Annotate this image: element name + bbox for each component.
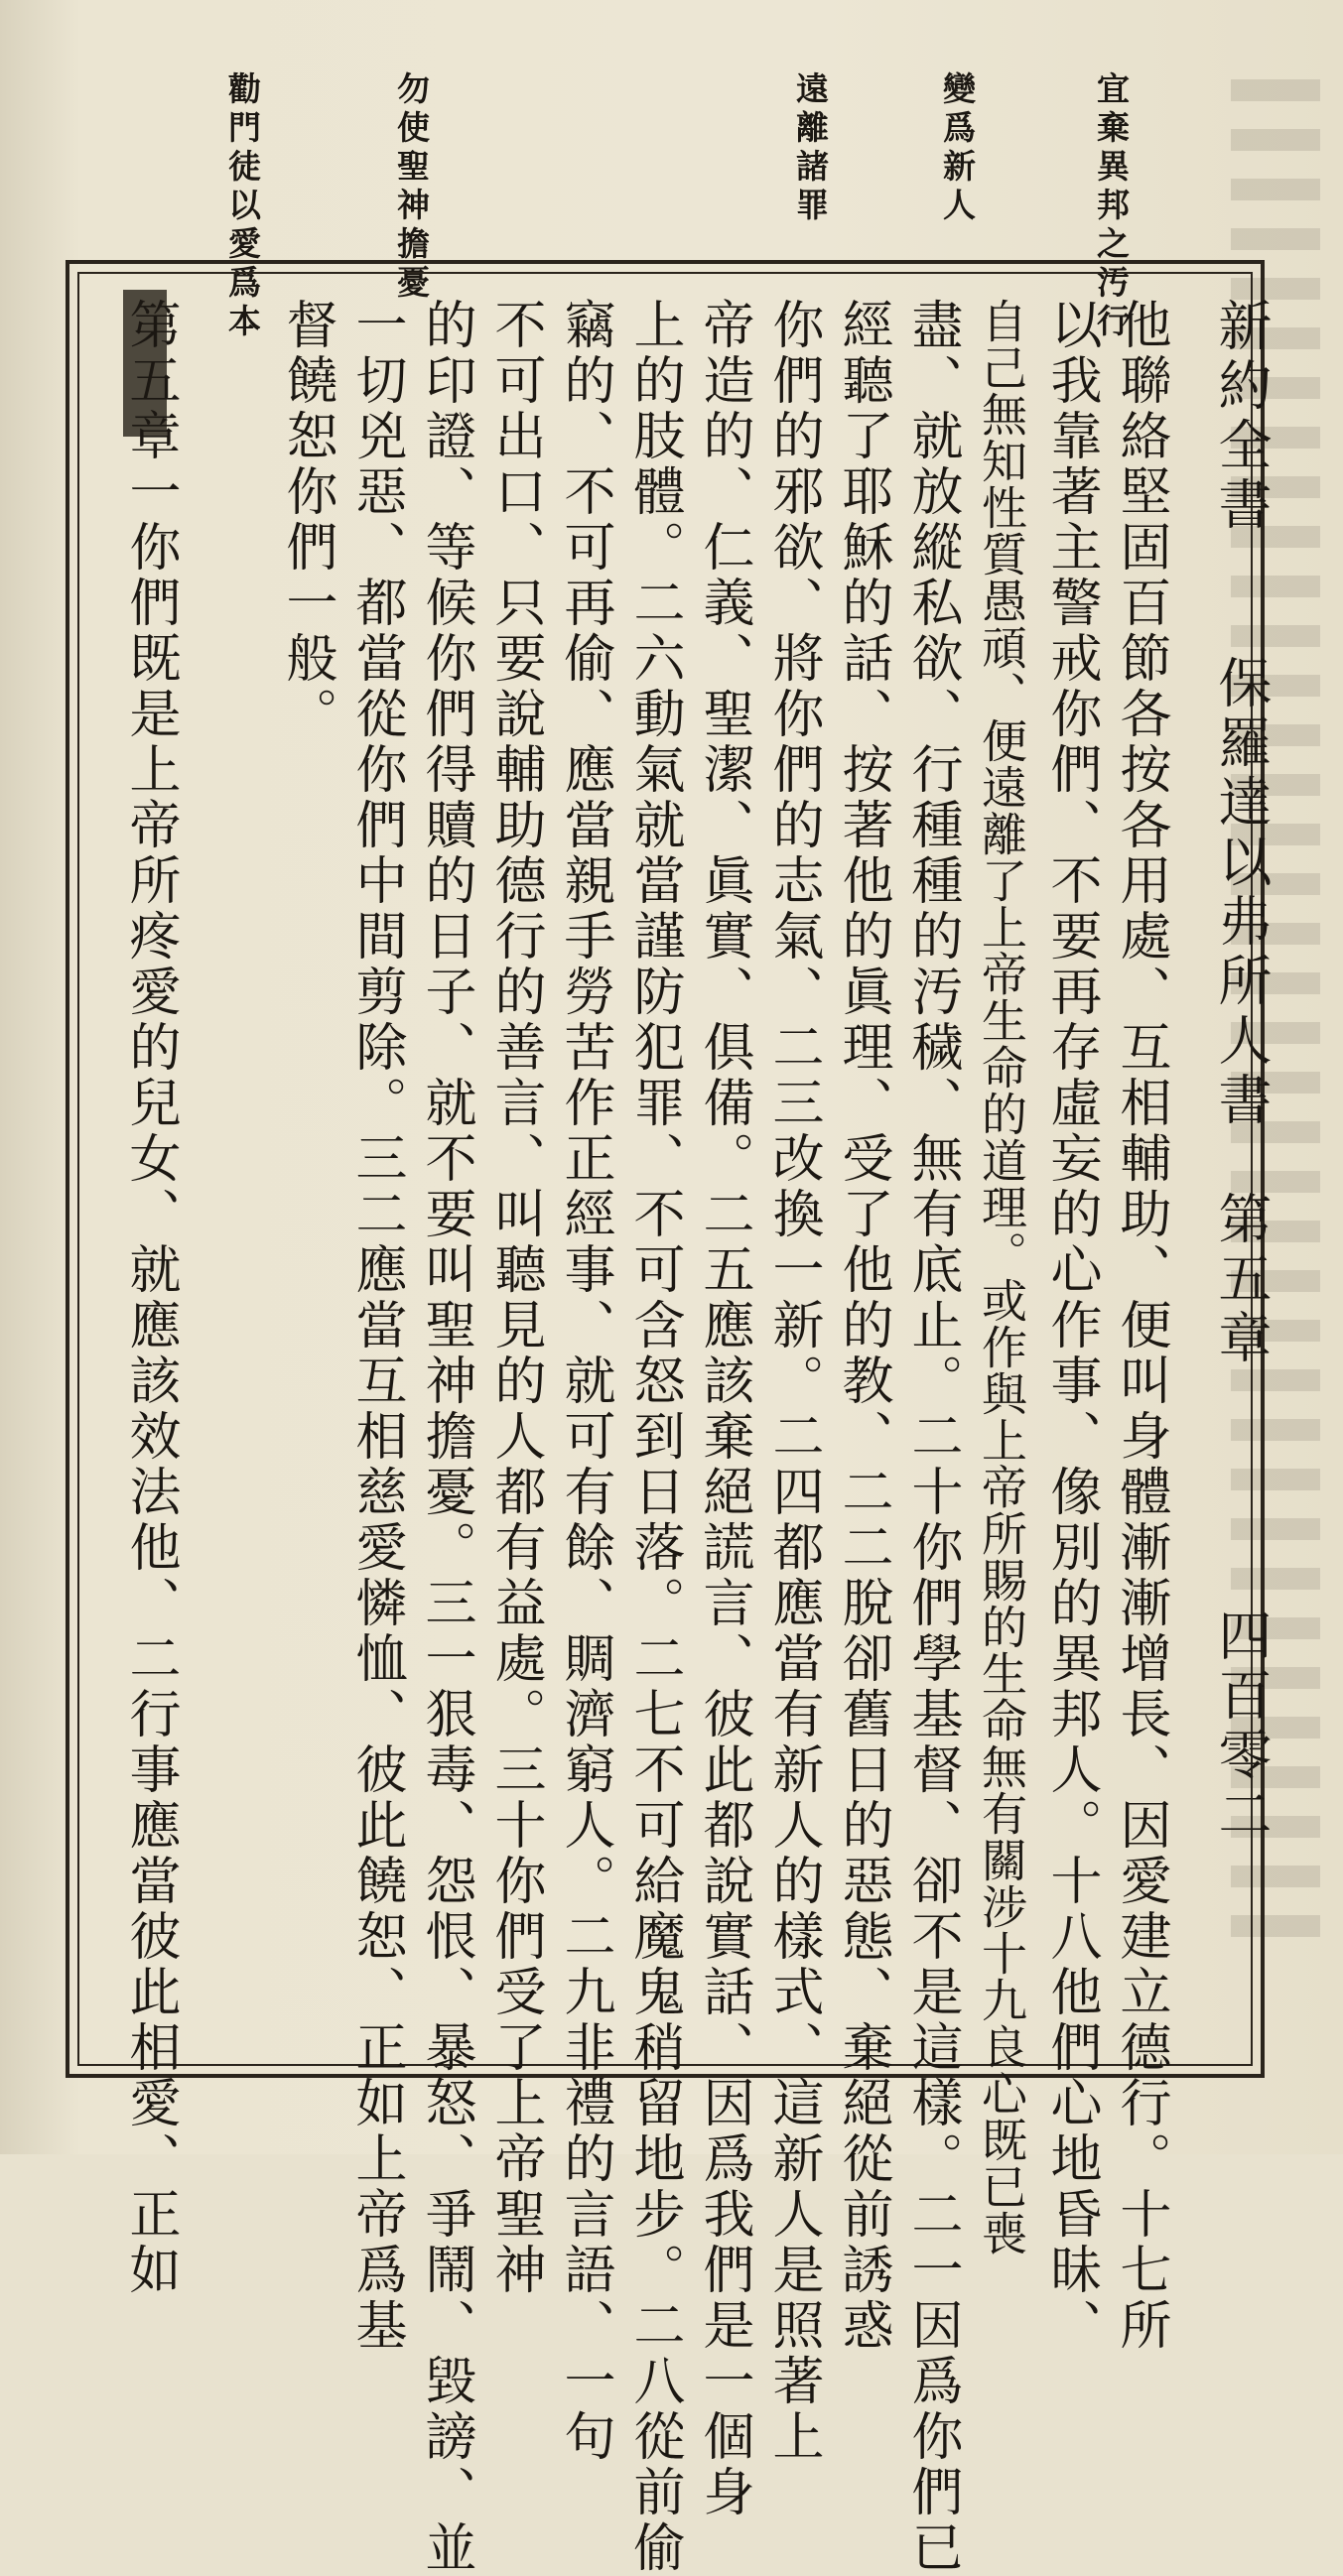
chapter-opening-line: 第五章一你們既是上帝所疼愛的兒女、就應該效法他、二行事應當彼此相愛、正如 bbox=[120, 298, 180, 2298]
text-line: 盡、就放縱私欲、行種種的汚穢、無有底止。二十你們學基督、卻不是這樣。二一因爲你們已 bbox=[902, 298, 962, 2576]
header-chapter: 第五章 bbox=[1210, 1191, 1273, 1369]
margin-note-5: 勸門徒以愛爲本 bbox=[223, 71, 262, 342]
text-line: 的印證、等候你們得贖的日子、就不要叫聖神擔憂。三一狠毒、怨恨、暴怒、爭鬧、毀謗、並 bbox=[416, 298, 475, 2576]
text-line: 你們的邪欲、將你們的志氣、二三改換一新。二四都應當有新人的樣式、這新人是照著上 bbox=[763, 298, 823, 2465]
text-line: 以我靠著主警戒你們、不要再存虛妄的心作事、像別的異邦人。十八他們心地昏昧、 bbox=[1041, 298, 1101, 2354]
text-line: 竊的、不可再偷、應當親手勞苦作正經事、就可有餘、賙濟窮人。二九非禮的言語、一句 bbox=[555, 298, 614, 2465]
text-line: 帝造的、仁義、聖潔、眞實、俱備。二五應該棄絕謊言、彼此都說實話、因爲我們是一個身 bbox=[694, 298, 753, 2520]
header-page-number: 四百零二 bbox=[1210, 1608, 1273, 1846]
text-line: 他聯絡堅固百節各按各用處、互相輔助、便叫身體漸漸增長、因愛建立德行。十七所 bbox=[1111, 298, 1170, 2354]
margin-note-2: 變爲新人 bbox=[938, 71, 977, 226]
text-line: 不可出口、只要說輔助德行的善言、叫聽見的人都有益處。三十你們受了上帝聖神 bbox=[485, 298, 545, 2298]
text-line: 督饒恕你們一般。 bbox=[277, 298, 336, 742]
text-line: 上的肢體。二六動氣就當謹防犯罪、不可含怒到日落。二七不可給魔鬼稍留地步。二八從前偷 bbox=[624, 298, 684, 2576]
margin-note-1: 宜棄異邦之汚行 bbox=[1092, 71, 1131, 342]
text-line: 經聽了耶穌的話、按著他的眞理、受了他的教、二二脫卻舊日的惡態、棄絕從前誘惑 bbox=[833, 298, 892, 2354]
margin-note-3: 遠離諸罪 bbox=[791, 71, 830, 226]
header-book-title: 新約全書 bbox=[1210, 298, 1273, 536]
margin-note-4: 勿使聖神擔憂 bbox=[392, 71, 431, 304]
text-line: 一切兇惡、都當從你們中間剪除。三二應當互相慈愛憐恤、彼此饒恕、正如上帝爲基 bbox=[346, 298, 406, 2354]
header-epistle-title: 保羅達以弗所人書 bbox=[1210, 655, 1273, 1131]
text-line: 自己無知性質愚頑、便遠離了上帝生命的道理。或作與上帝所賜的生命無有關涉十九良心既已喪 bbox=[975, 298, 1028, 2256]
